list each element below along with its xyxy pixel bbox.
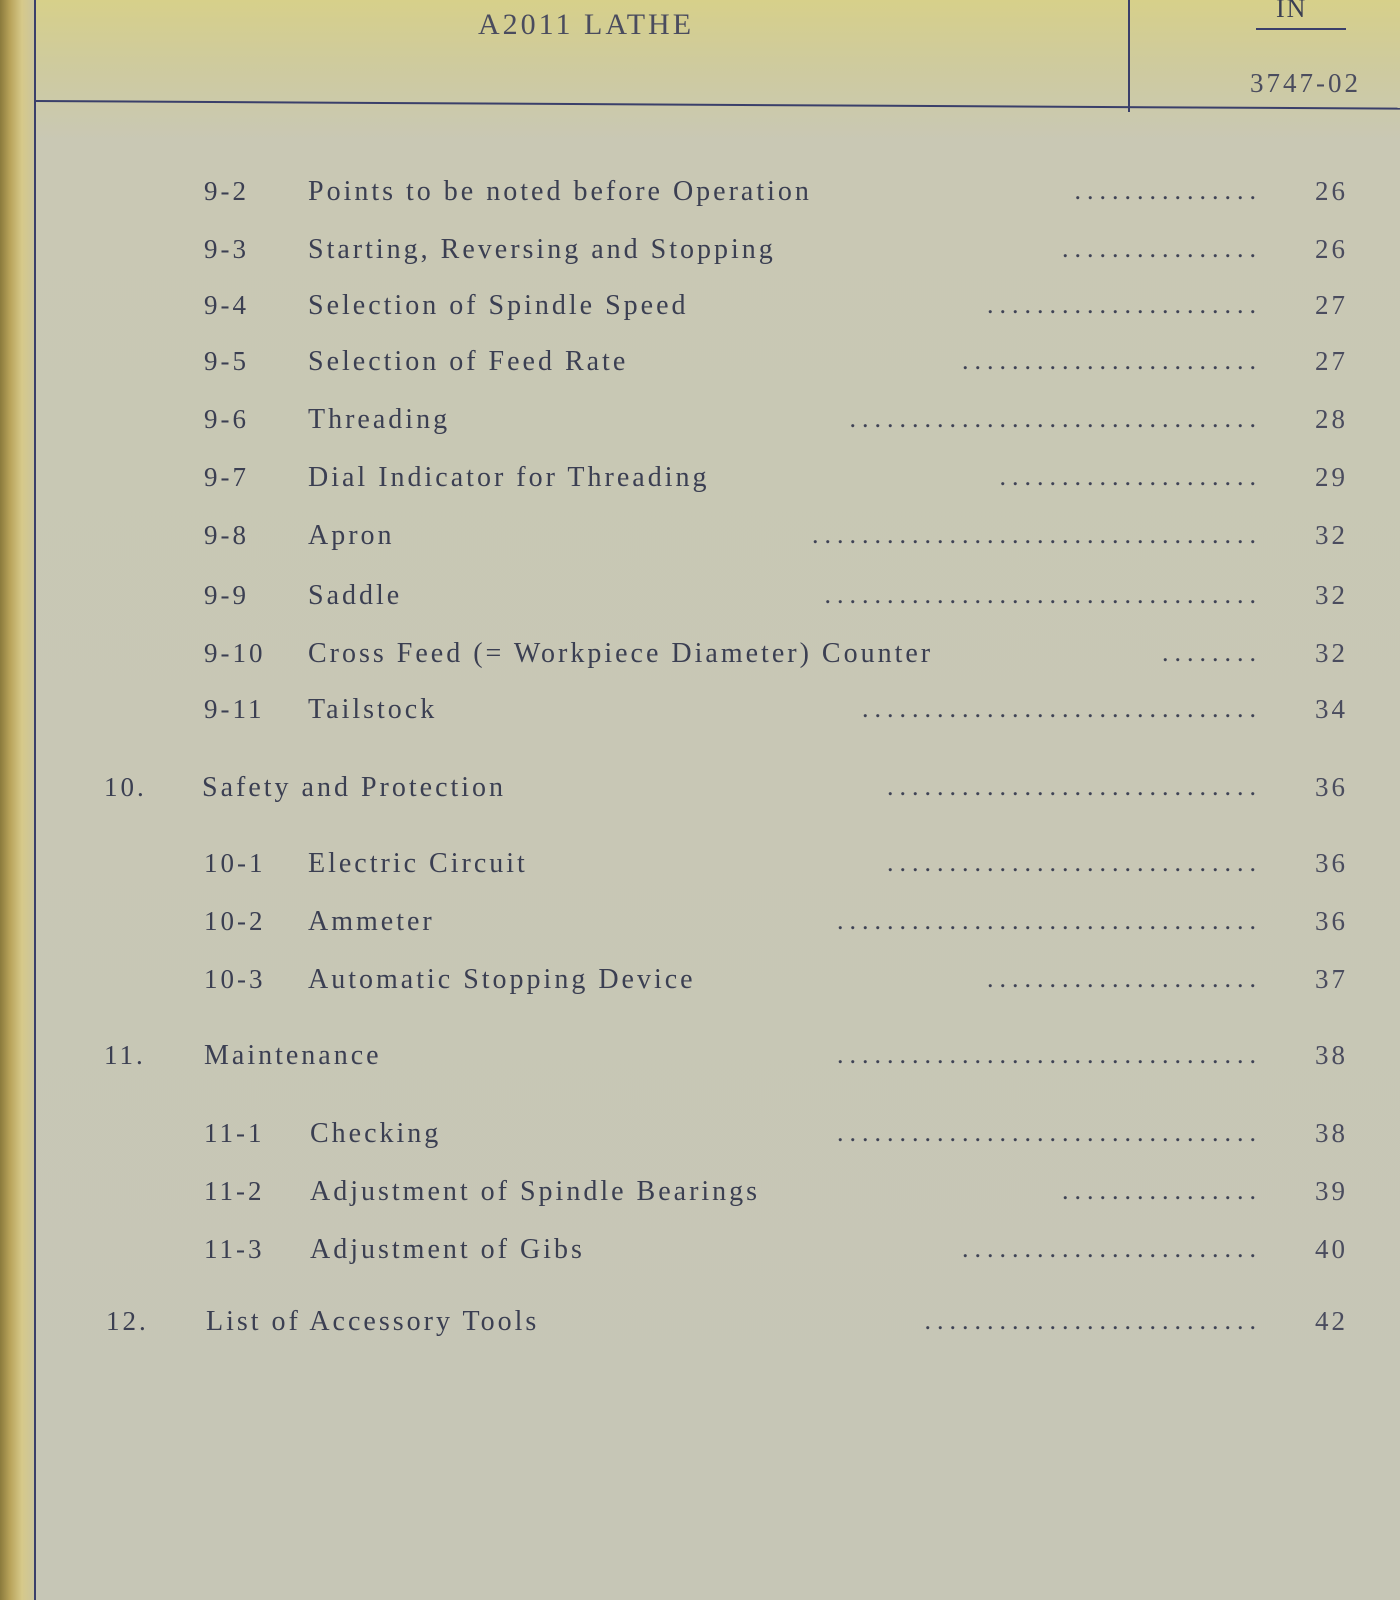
toc-entry: [0, 290, 1400, 330]
toc-section-number: 10.: [104, 772, 147, 802]
toc-entry: [0, 694, 1400, 734]
toc-entry: [0, 906, 1400, 946]
toc-entry-leader: ........: [1162, 638, 1262, 667]
toc-entry-page: 34: [1315, 694, 1348, 724]
toc-entry-page: 27: [1315, 346, 1348, 376]
toc-section-number: 12.: [106, 1306, 149, 1336]
toc-entry-title: Selection of Spindle Speed: [308, 290, 689, 321]
document-code: IN: [1276, 0, 1308, 23]
toc-entry-number: 11-3: [204, 1234, 265, 1264]
document-number: 3747-02: [1250, 68, 1361, 98]
toc-entry-leader: ....................................: [812, 520, 1262, 549]
toc-entry-number: 9-4: [204, 290, 249, 320]
toc-entry-page: 39: [1315, 1176, 1348, 1206]
toc-entry-title: Cross Feed (= Workpiece Diameter) Counter: [308, 638, 934, 669]
toc-entry-page: 29: [1315, 462, 1348, 492]
toc-entry: [0, 638, 1400, 678]
toc-entry-leader: ...............: [1074, 176, 1262, 205]
toc-entry-leader: ..................................: [837, 906, 1262, 935]
toc-entry-title: Adjustment of Spindle Bearings: [310, 1176, 761, 1207]
toc-entry-title: Points to be noted before Operation: [308, 176, 812, 207]
toc-entry-page: 36: [1315, 906, 1348, 936]
toc-entry-leader: ........................: [962, 346, 1262, 375]
toc-entry: [0, 346, 1400, 386]
toc-entry-leader: ..............................: [887, 848, 1262, 877]
toc-entry-leader: ......................: [987, 964, 1262, 993]
toc-entry-leader: .....................: [999, 462, 1262, 491]
toc-entry-page: 27: [1315, 290, 1348, 320]
toc-entry-leader: ................: [1062, 1176, 1262, 1205]
toc-entry-leader: .................................: [849, 404, 1262, 433]
toc-entry: [0, 964, 1400, 1004]
toc-entry-number: 10-3: [204, 964, 266, 994]
toc-entry-number: 9-6: [204, 404, 249, 434]
toc-section-number: 11.: [104, 1040, 146, 1070]
toc-entry-leader: ........................: [962, 1234, 1262, 1263]
toc-entry-page: 32: [1315, 520, 1348, 550]
toc-entry-number: 9-8: [204, 520, 249, 550]
toc-entry-leader: ...................................: [824, 580, 1262, 609]
toc-entry-page: 32: [1315, 580, 1348, 610]
toc-entry-page: 26: [1315, 176, 1348, 206]
toc-entry: [0, 848, 1400, 888]
toc-entry-page: 26: [1315, 234, 1348, 264]
toc-entry-title: Selection of Feed Rate: [308, 346, 629, 377]
toc-entry-title: Saddle: [308, 580, 403, 611]
toc-entry-title: Apron: [308, 520, 395, 551]
toc-section-title: Safety and Protection: [202, 772, 507, 803]
toc-section: [0, 772, 1400, 812]
toc-entry-page: 40: [1315, 1234, 1348, 1264]
toc-entry-title: Electric Circuit: [308, 848, 528, 879]
toc-entry-number: 11-2: [204, 1176, 265, 1206]
toc-entry-leader: ................................: [862, 694, 1262, 723]
toc-entry-leader: ..................................: [837, 1118, 1262, 1147]
toc-entry-number: 9-5: [204, 346, 249, 376]
toc-entry-leader: ..................................: [837, 1040, 1262, 1069]
toc-entry-leader: ......................: [987, 290, 1262, 319]
toc-section-title: Maintenance: [204, 1040, 382, 1071]
document-code-underline: [1256, 28, 1346, 30]
toc-entry-title: Threading: [308, 404, 451, 435]
toc-entry: [0, 1118, 1400, 1158]
toc-entry-leader: ...........................: [924, 1306, 1262, 1335]
toc-entry-leader: ................: [1062, 234, 1262, 263]
toc-entry: [0, 1234, 1400, 1274]
toc-entry-number: 10-2: [204, 906, 266, 936]
toc-entry-page: 36: [1315, 772, 1348, 802]
toc-entry-page: 37: [1315, 964, 1348, 994]
toc-entry-number: 9-3: [204, 234, 249, 264]
toc-entry: [0, 404, 1400, 444]
document-title: A2011 LATHE: [478, 8, 695, 41]
toc-entry: [0, 176, 1400, 216]
toc-entry-number: 9-11: [204, 694, 265, 724]
toc-entry-page: 28: [1315, 404, 1348, 434]
toc-entry-page: 42: [1315, 1306, 1348, 1336]
toc-entry-title: Automatic Stopping Device: [308, 964, 696, 995]
toc-entry-title: Starting, Reversing and Stopping: [308, 234, 776, 265]
toc-entry-number: 9-9: [204, 580, 249, 610]
toc-entry: [0, 462, 1400, 502]
toc-section: [0, 1040, 1400, 1080]
header-rule: [34, 100, 1400, 110]
toc-entry-number: 9-10: [204, 638, 266, 668]
toc-entry-title: Checking: [310, 1118, 442, 1149]
toc-entry-title: Ammeter: [308, 906, 435, 937]
toc-section-title: List of Accessory Tools: [206, 1306, 540, 1337]
header-divider: [1128, 0, 1130, 112]
toc-entry-page: 38: [1315, 1040, 1348, 1070]
toc-entry-title: Dial Indicator for Threading: [308, 462, 710, 493]
toc-entry: [0, 234, 1400, 274]
toc-entry: [0, 580, 1400, 620]
toc-entry-leader: ..............................: [887, 772, 1262, 801]
toc-entry-number: 11-1: [204, 1118, 265, 1148]
toc-entry-page: 38: [1315, 1118, 1348, 1148]
toc-entry-number: 10-1: [204, 848, 266, 878]
toc-entry: [0, 520, 1400, 560]
toc-entry-page: 36: [1315, 848, 1348, 878]
toc-entry: [0, 1176, 1400, 1216]
toc-entry-number: 9-7: [204, 462, 249, 492]
toc-entry-number: 9-2: [204, 176, 249, 206]
toc-entry-page: 32: [1315, 638, 1348, 668]
toc-section: [0, 1306, 1400, 1346]
toc-entry-title: Tailstock: [308, 694, 438, 725]
toc-entry-title: Adjustment of Gibs: [310, 1234, 585, 1265]
